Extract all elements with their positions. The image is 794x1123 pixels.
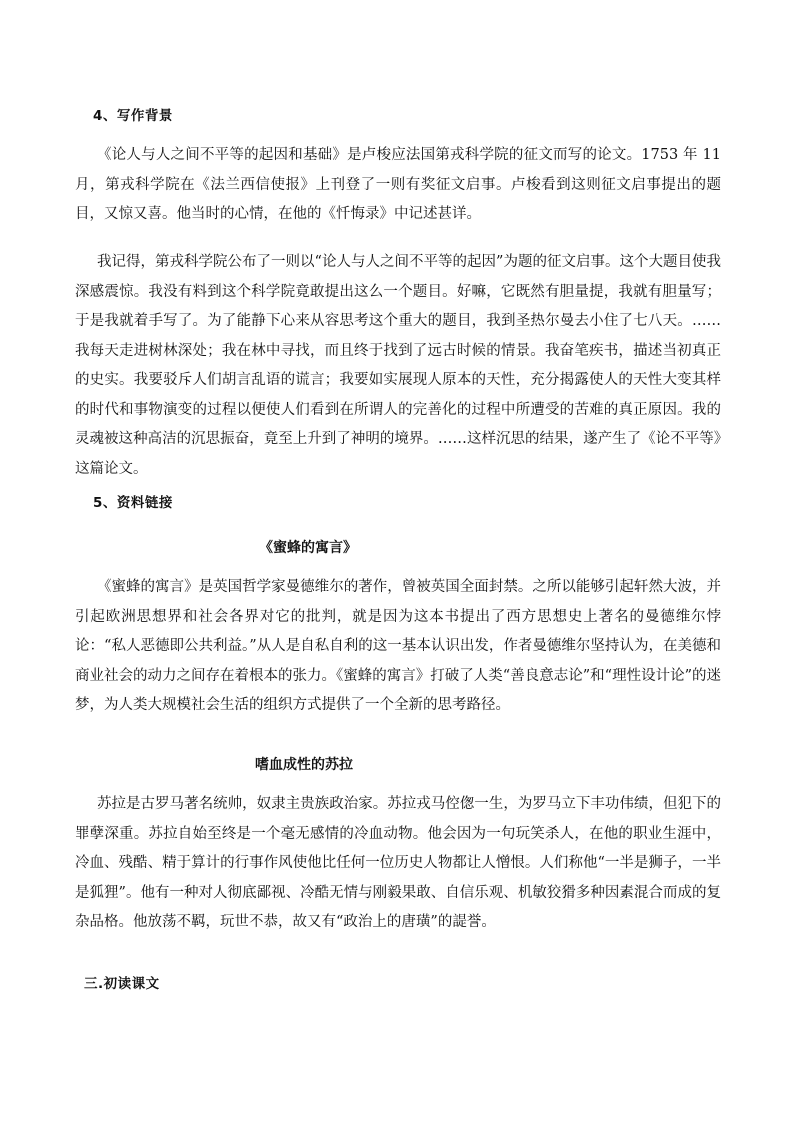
subtitle-fable-of-the-bees: 《蜜蜂的寓言》 (259, 540, 357, 556)
paragraph-fable-of-the-bees: 《蜜蜂的寓言》是英国哲学家曼德维尔的著作，曾被英国全面封禁。之所以能够引起轩然大波，并引起欧洲思想界和社会各界对它的批判，就是因为这本书提出了西方思想史上著名的曼德维尔悖论：“私人恶德即公共利益。”从人是自私自利的这一基本认识出发，作者曼德维尔坚持认为，在美德和商业社会的动力之间存在着根本的张力。《蜜蜂的寓言》打破了人类“善良意志论”和“理性设计论”的迷梦，为人类大规模社会生活的组织方式提供了一个全新的思考路径。 (75, 579, 721, 713)
paragraph-sulla: 苏拉是古罗马著名统帅，奴隶主贵族政治家。苏拉戎马倥偬一生，为罗马立下丰功伟绩，但犯下的罪孽深重。苏拉自始至终是一个毫无感情的冷血动物。他会因为一句玩笑杀人，在他的职业生涯中，冷血、残酷、精于算计的行事作风使他比任何一位历史人物都让人憎恨。人们称他“一半是狮子，一半是狐狸”。他有一种对人彻底鄙视、冷酷无情与刚毅果敢、自信乐观、机敏狡猾多种因素混合而成的复杂品格。他放荡不羁，玩世不恭，故又有“政治上的唐璜”的諟誉。 (75, 796, 721, 930)
paragraph-background-intro: 《论人与人之间不平等的起因和基础》是卢梭应法国第戎科学院的征文而写的论文。1753 年 11 月，第戎科学院在《法兰西信使报》上刊登了一则有奖征文启事。卢梭看到这则征文启事提出的题目，又惊又喜。他当时的心情，在他的《忏悔录》中记述甚详。 (75, 147, 721, 222)
section-heading-reference-material: 5、资料链接 (93, 495, 173, 511)
section-heading-writing-background: 4、写作背景 (93, 108, 173, 124)
subtitle-bloodthirsty-sulla: 嗜血成性的苏拉 (255, 757, 353, 773)
paragraph-confessions-quote: 我记得，第戎科学院公布了一则以“论人与人之间不平等的起因”为题的征文启事。这个大题目使我深感震惊。我没有料到这个科学院竟敢提出这么一个题目。好嘛，它既然有胆量提，我就有胆量写；于是我就着手写了。为了能静下心来从容思考这个重大的题目，我到圣热尔曼去小住了七八天。……我每天走进树林深处；我在林中寻找，而且终于找到了远古时候的情景。我奋笔疾书，描述当初真正的史实。我要驳斥人们胡言乱语的谎言；我要如实展现人原本的天性，充分揭露使人的天性大变其样的时代和事物演变的过程以便使人们看到在所谓人的完善化的过程中所遭受的苦难的真正原因。我的灵魂被这种高洁的沉思振奋，竟至上升到了神明的境界。……这样沉思的结果，遂产生了《论不平等》这篇论文。 (75, 254, 721, 477)
section-heading-first-reading: 三.初读课文 (84, 976, 160, 992)
